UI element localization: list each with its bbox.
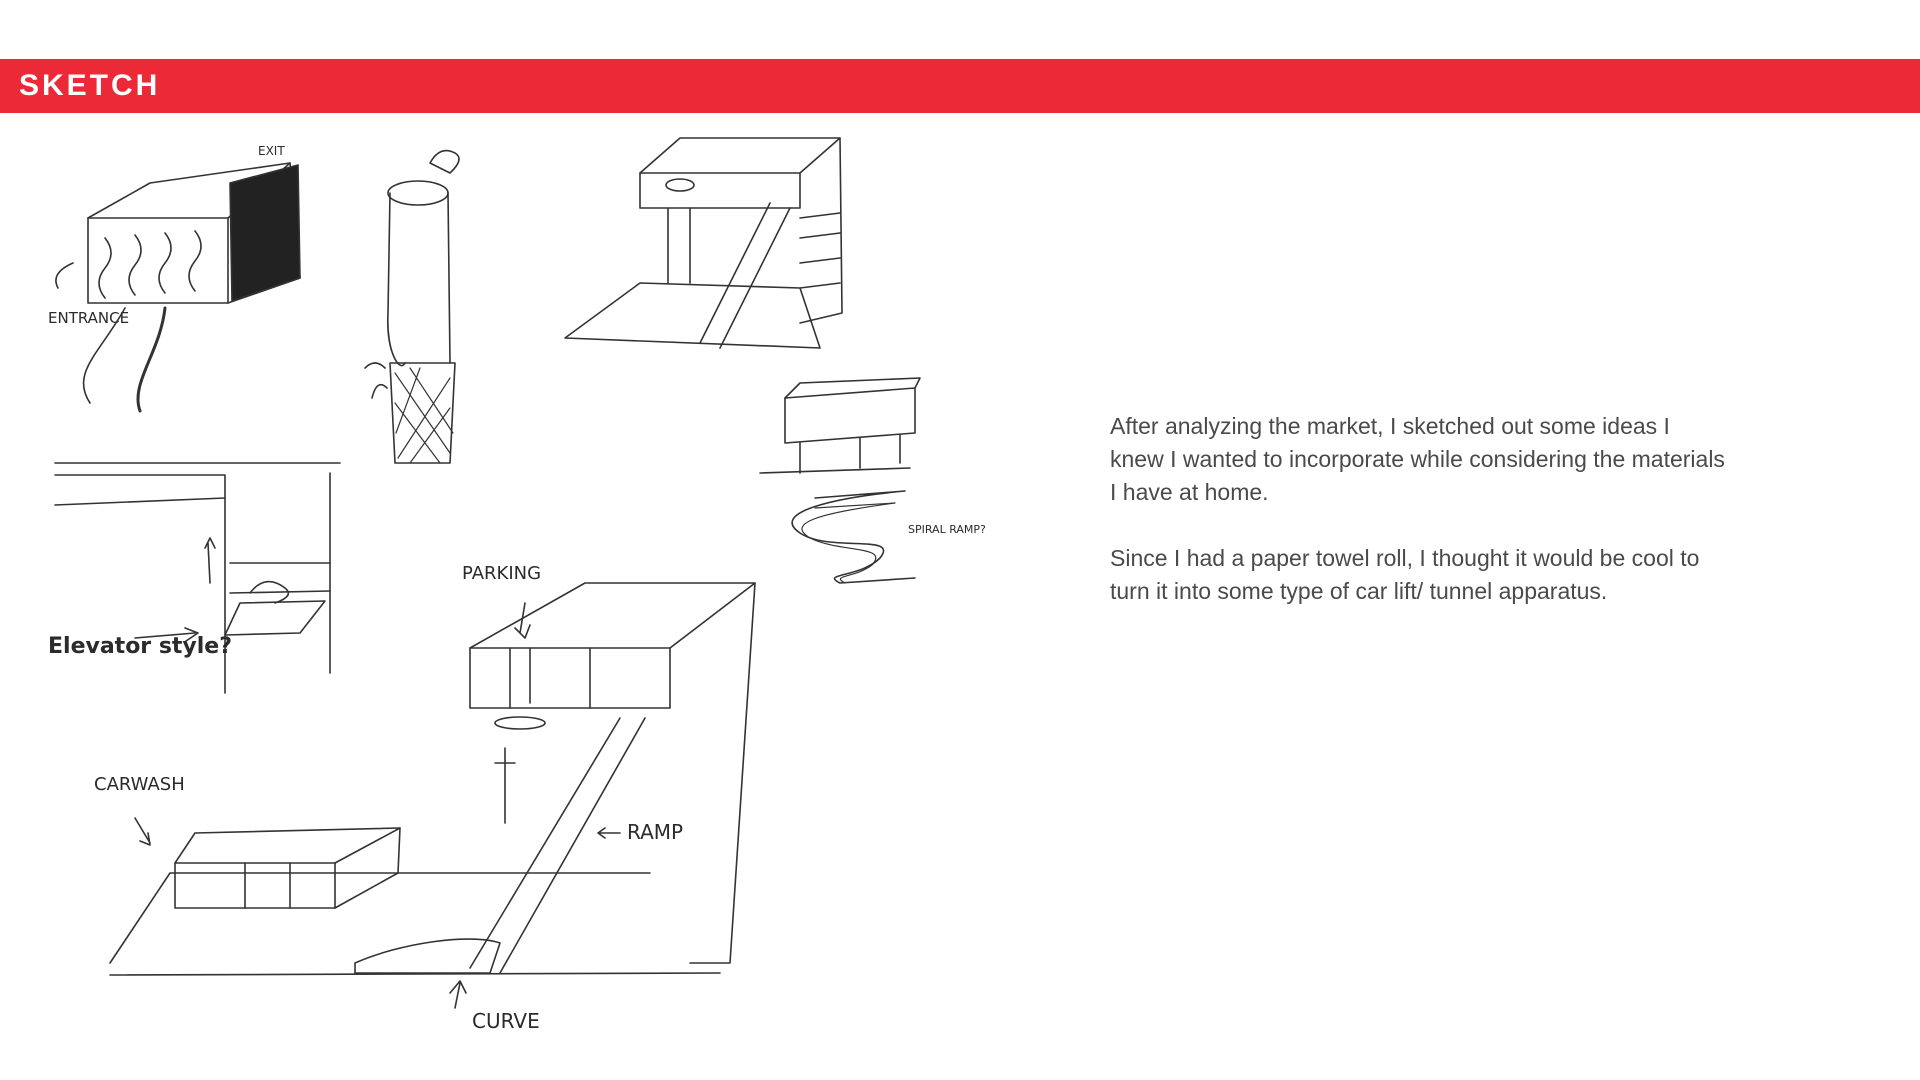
paragraph-market-analysis: After analyzing the market, I sketched out some ideas I knew I wanted to incorporate while considering the materials I have at home. xyxy=(1110,413,1725,505)
label-carwash: CARWASH xyxy=(94,774,185,795)
label-elevator-style: Elevator style? xyxy=(48,634,232,659)
header-bar xyxy=(0,59,1920,113)
page-title: SKETCH xyxy=(19,69,161,102)
label-exit: EXIT xyxy=(258,144,285,158)
label-spiral-ramp: SPIRAL RAMP? xyxy=(908,523,986,536)
label-entrance: ENTRANCE xyxy=(48,309,130,327)
label-ramp: RAMP xyxy=(627,820,684,844)
sketch-drawing xyxy=(0,113,1060,1080)
label-curve: CURVE xyxy=(472,1009,540,1033)
garage-ramp-sketch xyxy=(565,138,842,348)
paragraph-paper-towel-idea: Since I had a paper towel roll, I thought it would be cool to turn it into some type of car lift/ tunnel apparatus. xyxy=(1110,545,1700,604)
label-parking: PARKING xyxy=(462,563,542,584)
tube-lift-sketch xyxy=(365,151,459,463)
spiral-ramp-sketch xyxy=(760,378,920,583)
description xyxy=(1110,410,1730,641)
tunnel-sketch xyxy=(56,163,300,411)
